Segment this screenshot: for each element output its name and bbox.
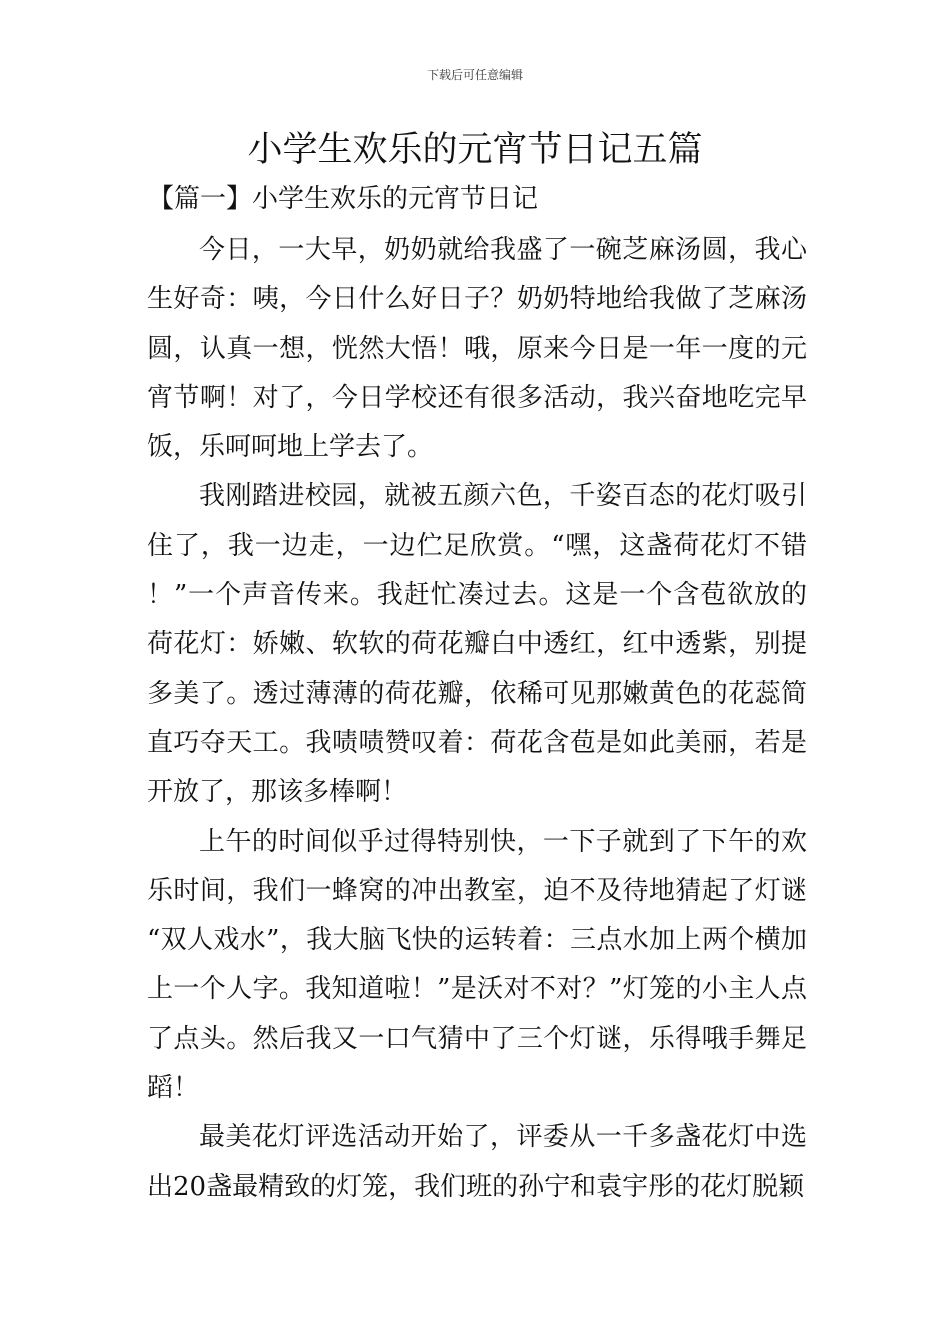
paragraph-2: 我刚踏进校园，就被五颜六色，千姿百态的花灯吸引住了，我一边走，一边伫足欣赏。“嘿，这盏荷花灯不错！”一个声音传来。我赶忙凑过去。这是一个含苞欲放的荷花灯：娇嫩、软软的荷花瓣白中透红，红中透紫，别提多美了。透过薄薄的荷花瓣，依稀可见那嫩黄色的花蕊简直巧夺天工。我啧啧赞叹着：荷花含苞是如此美丽，若是开放了，那该多棒啊！ xyxy=(147,481,807,808)
paragraph-4: 最美花灯评选活动开始了，评委从一千多盏花灯中选出20盏最精致的灯笼，我们班的孙宁和袁宇彤的花灯脱颖 xyxy=(147,1122,807,1202)
paragraph-3: 上午的时间似乎过得特别快，一下子就到了下午的欢乐时间，我们一蜂窝的冲出教室，迫不及待地猜起了灯谜“双人戏水”，我大脑飞快的运转着：三点水加上两个横加上一个人字。我知道啦！”是沃对不对？”灯笼的小主人点了点头。然后我又一口气猜中了三个灯谜，乐得哦手舞足蹈！ xyxy=(147,826,807,1104)
header-note: 下载后可任意编辑 xyxy=(426,68,523,82)
document-title: 小学生欢乐的元宵节日记五篇 xyxy=(247,130,703,170)
section-heading: 【篇一】小学生欢乐的元宵节日记 xyxy=(148,184,539,214)
paragraph-1: 今日，一大早，奶奶就给我盛了一碗芝麻汤圆，我心生好奇：咦，今日什么好日子？奶奶特地给我做了芝麻汤圆，认真一想，恍然大悟！哦，原来今日是一年一度的元宵节啊！对了，今日学校还有很多活动，我兴奋地吃完早饭，乐呵呵地上学去了。 xyxy=(147,235,807,463)
document-body xyxy=(147,226,807,1212)
